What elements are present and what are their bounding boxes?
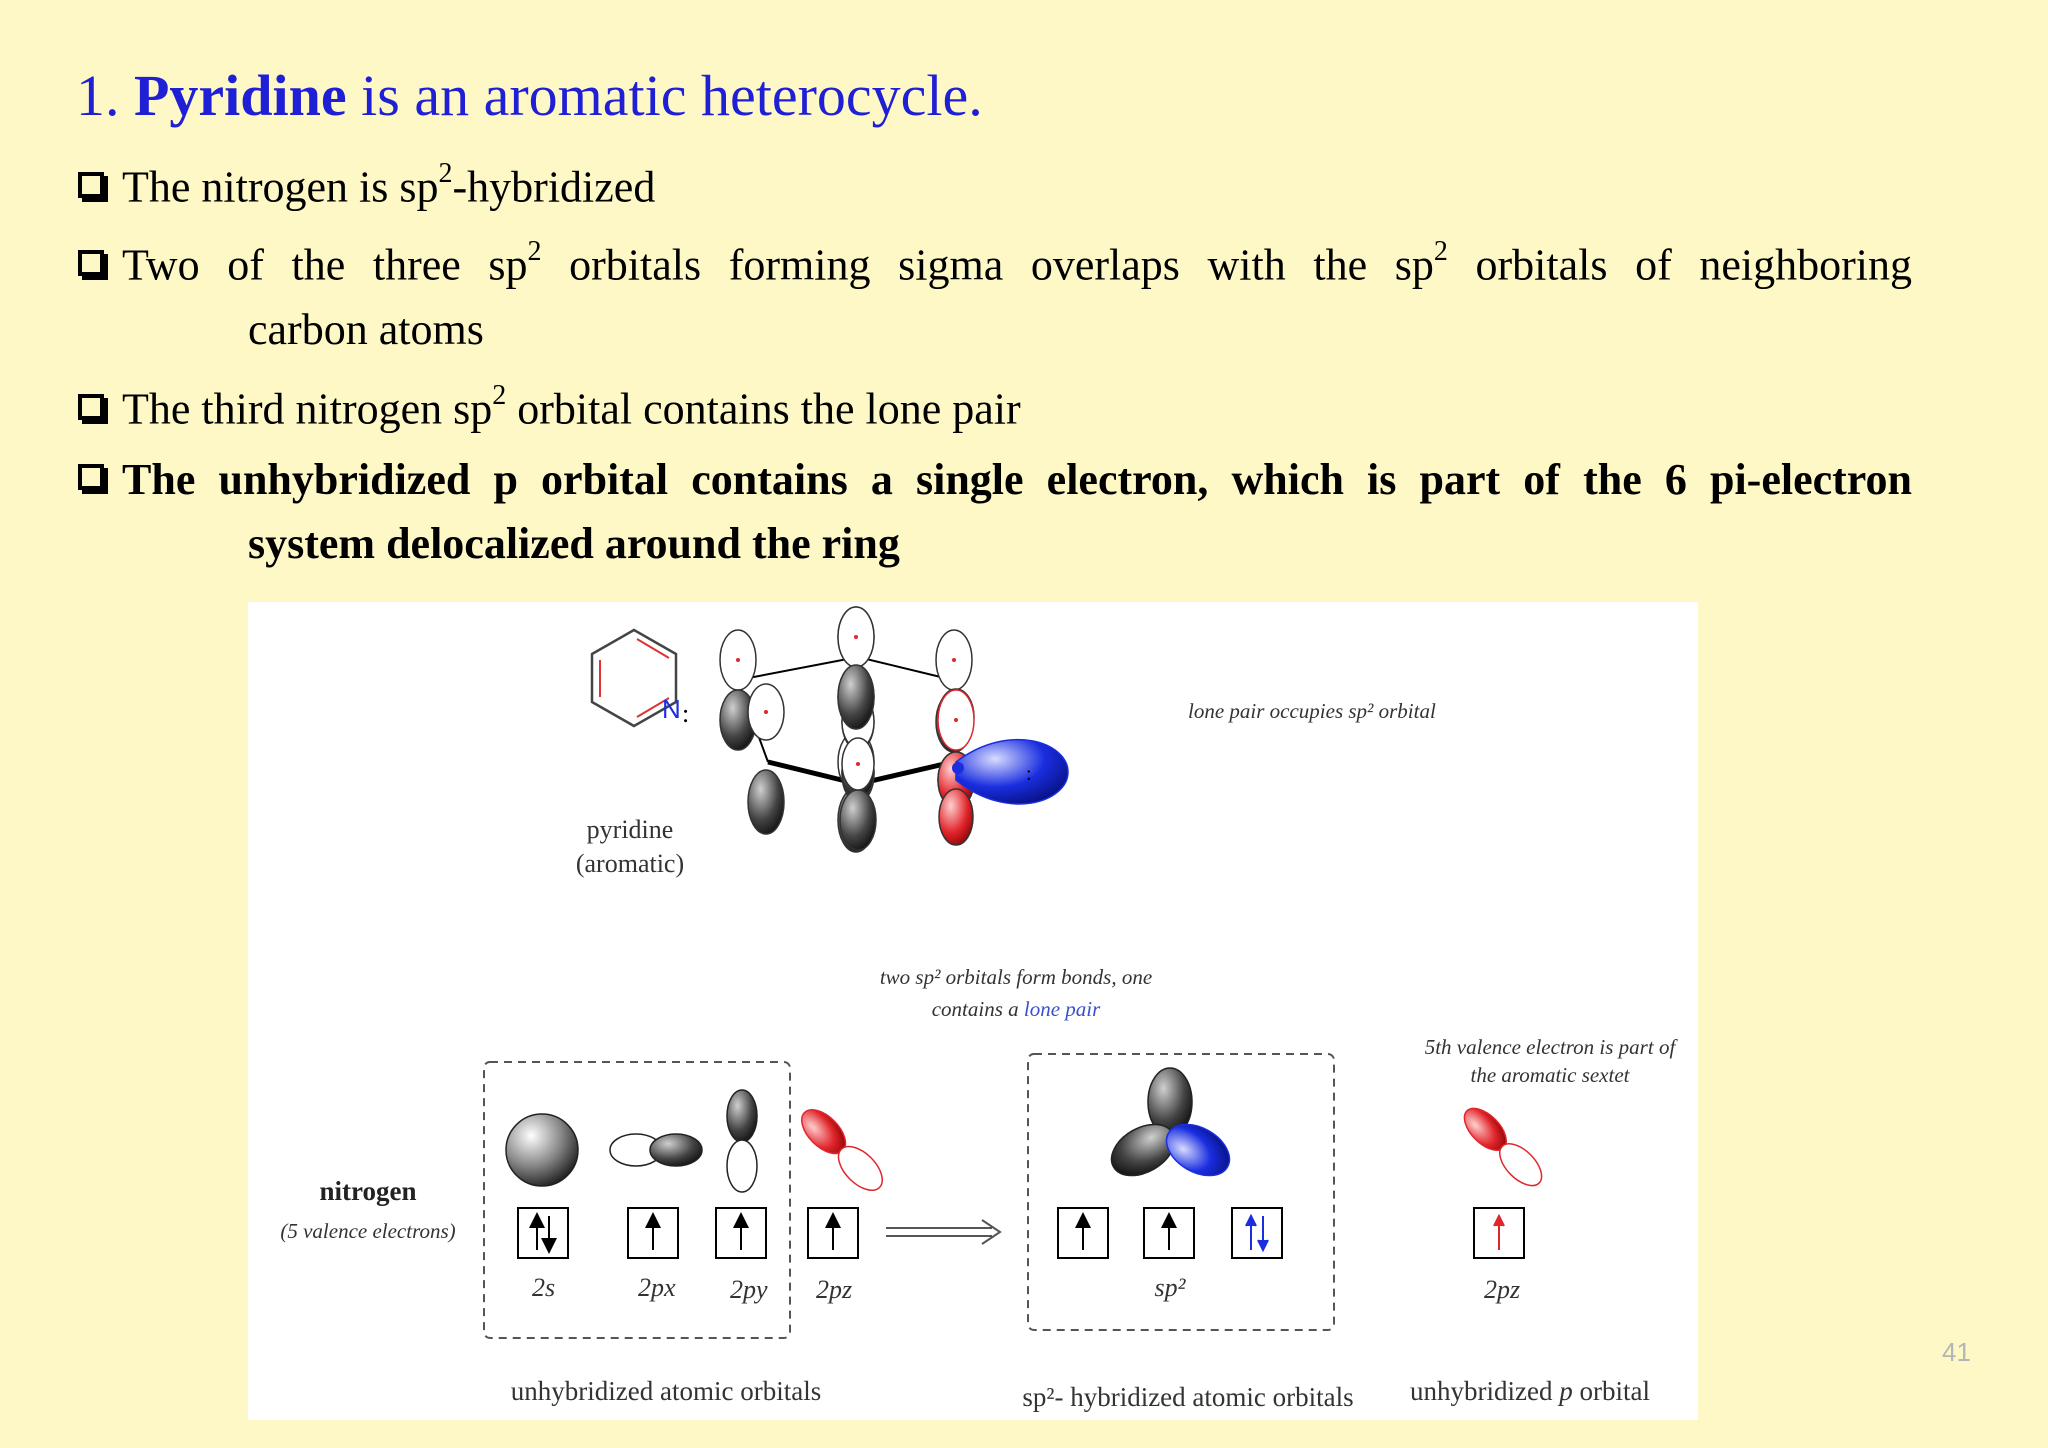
label-2pz: 2pz <box>816 1275 853 1304</box>
label-2s: 2s <box>532 1273 556 1302</box>
electron-arrows-left <box>537 1216 833 1250</box>
sp2-note-line1: two sp² orbitals form bonds, one <box>879 965 1153 989</box>
sp2-trigonal-orbitals <box>1103 1068 1239 1186</box>
bullet-1: The nitrogen is $sp^2$-hybridized <box>78 146 655 220</box>
2px-orbital <box>610 1134 702 1166</box>
pyridine-orbital-figure <box>248 602 1698 1420</box>
bullet-3: The third nitrogen $sp^2$ orbital contains the lone pair <box>78 368 1021 442</box>
pyridine-label: pyridine <box>586 815 674 844</box>
hybridization-arrow <box>886 1220 1000 1244</box>
right-pz-orbital <box>1457 1101 1549 1193</box>
nitrogen-label: nitrogen <box>319 1176 417 1206</box>
slide-title: 1. Pyridine is an aromatic heterocycle. <box>76 63 983 128</box>
label-sp2: sp² <box>1154 1273 1186 1302</box>
2s-orbital <box>506 1114 578 1186</box>
label-2py: 2py <box>730 1275 768 1304</box>
page-number: 41 <box>1942 1337 1971 1367</box>
title-bold: Pyridine <box>134 63 347 128</box>
checkbox-icon <box>78 464 104 490</box>
fifth-electron-note-line1: 5th valence electron is part of <box>1424 1035 1676 1059</box>
2pz-orbital <box>794 1102 890 1198</box>
pyridine-aromatic-label: (aromatic) <box>575 849 685 878</box>
label-2px: 2px <box>638 1273 676 1302</box>
checkbox-icon <box>78 172 104 198</box>
ring-p-orbitals <box>720 607 1068 852</box>
electron-boxes-unhybridized <box>518 1208 858 1258</box>
lone-pair-note: lone pair occupies sp² orbital <box>1188 699 1436 723</box>
sp2-note-line2: contains a lone pair <box>931 997 1101 1021</box>
2py-orbital <box>727 1090 757 1192</box>
caption-unhybridized-p: unhybridized p orbital <box>1410 1376 1650 1406</box>
valence-electrons-label: (5 valence electrons) <box>280 1219 456 1243</box>
electron-arrows-mid <box>1083 1216 1268 1250</box>
lone-pair-dots: : <box>1026 763 1032 785</box>
checkbox-icon <box>78 250 104 276</box>
caption-hybridized: sp²- hybridized atomic orbitals <box>1022 1382 1354 1412</box>
checkbox-icon <box>78 394 104 420</box>
bullet-4: The unhybridized p orbital contains a single electron, which is part of the 6 pi-electron system delocalized around the ring <box>78 448 1912 576</box>
fifth-electron-note-line2: the aromatic sextet <box>1470 1063 1630 1087</box>
label-right-2pz: 2pz <box>1484 1275 1521 1304</box>
pyridine-n-atom: N <box>662 694 681 724</box>
caption-unhybridized: unhybridized atomic orbitals <box>510 1376 822 1406</box>
bullet-2: Two of the three $sp^2$ orbitals forming sigma overlaps with the $sp^2$ orbitals of neighboring carbon atoms <box>78 224 1912 362</box>
pyridine-lone-pair-dots: : <box>682 699 690 728</box>
